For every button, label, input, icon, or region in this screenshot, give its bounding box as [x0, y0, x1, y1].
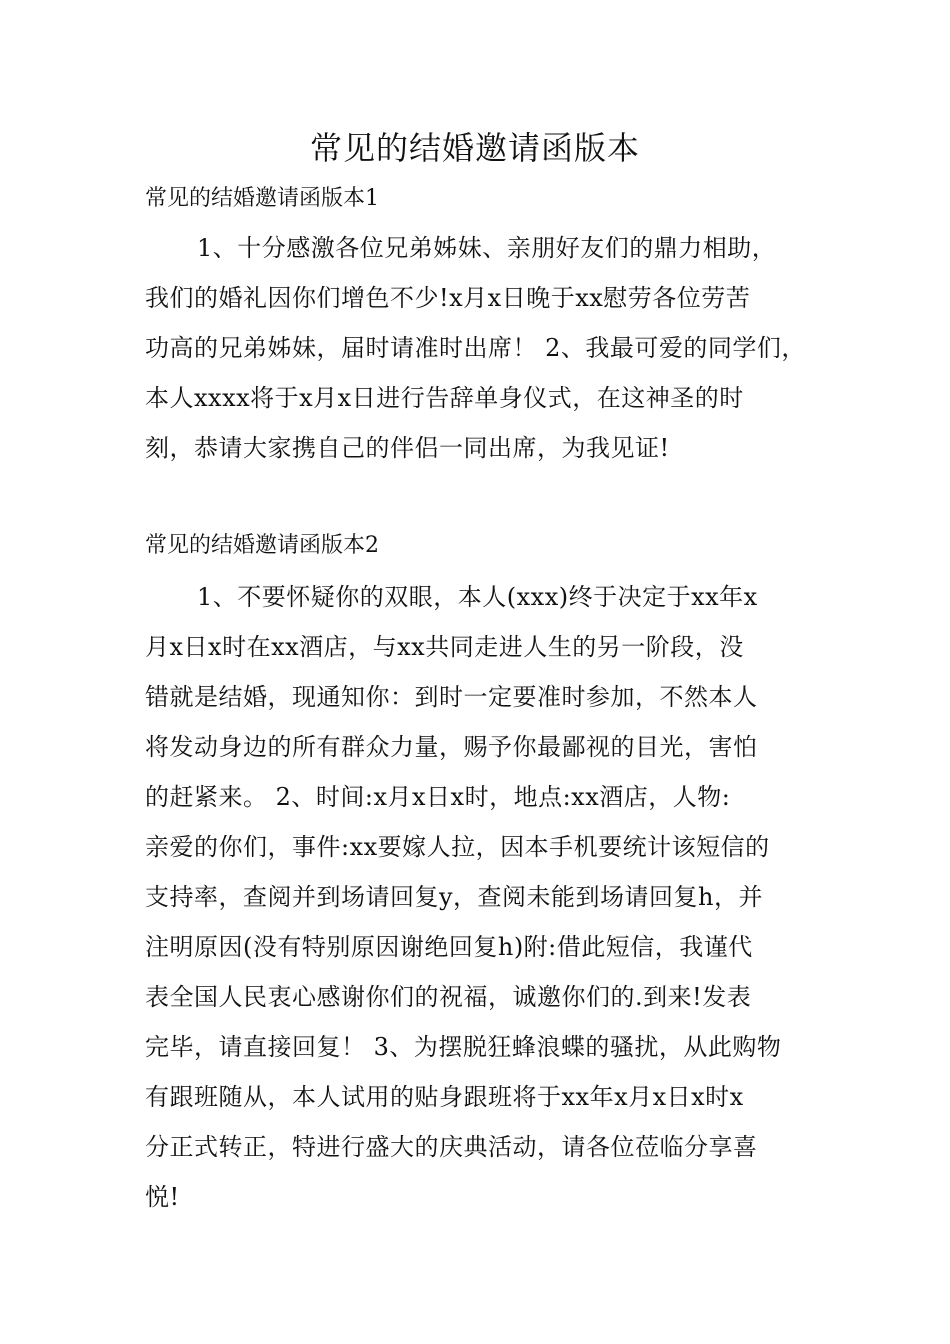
section-2-line: 的赶紧来。 2、时间:x月x日x时，地点:xx酒店，人物: — [145, 783, 731, 811]
section-2-line: 有跟班随从，本人试用的贴身跟班将于xx年x月x日x时x — [145, 1083, 744, 1111]
section-1-line: 1、十分感激各位兄弟姊妹、亲朋好友们的鼎力相助， — [197, 234, 777, 262]
section-2-line: 表全国人民衷心感谢你们的祝福，诚邀你们的.到来!发表 — [145, 983, 752, 1011]
section-1-line: 功高的兄弟姊妹，届时请准时出席！ 2、我最可爱的同学们， — [145, 334, 806, 362]
document-title: 常见的结婚邀请函版本 — [309, 129, 640, 167]
section-heading-2: 常见的结婚邀请函版本2 — [145, 533, 379, 558]
section-2-line: 悦! — [145, 1183, 180, 1211]
section-2-line: 1、不要怀疑你的双眼，本人(xxx)终于决定于xx年x — [197, 583, 758, 611]
section-heading-1: 常见的结婚邀请函版本1 — [145, 186, 379, 211]
section-2-line: 分正式转正，特进行盛大的庆典活动，请各位莅临分享喜 — [145, 1133, 758, 1161]
section-2-line: 错就是结婚，现通知你：到时一定要准时参加，不然本人 — [145, 683, 758, 711]
section-2-line: 月x日x时在xx酒店，与xx共同走进人生的另一阶段，没 — [145, 633, 744, 661]
section-2-line: 将发动身边的所有群众力量，赐予你最鄙视的目光，害怕 — [145, 733, 758, 761]
section-2-line: 完毕，请直接回复！ 3、为摆脱狂蜂浪蝶的骚扰，从此购物 — [145, 1033, 782, 1061]
section-2-line: 支持率，查阅并到场请回复y，查阅未能到场请回复h，并 — [145, 883, 764, 911]
section-1-line: 刻，恭请大家携自己的伴侣一同出席，为我见证! — [145, 434, 670, 462]
section-2-line: 亲爱的你们，事件:xx要嫁人拉，因本手机要统计该短信的 — [145, 833, 770, 861]
section-2-line: 注明原因(没有特别原因谢绝回复h)附:借此短信，我谨代 — [145, 933, 753, 961]
section-1-line: 我们的婚礼因你们增色不少!x月x日晚于xx慰劳各位劳苦 — [145, 284, 751, 312]
section-1-line: 本人xxxx将于x月x日进行告辞单身仪式，在这神圣的时 — [145, 384, 744, 412]
